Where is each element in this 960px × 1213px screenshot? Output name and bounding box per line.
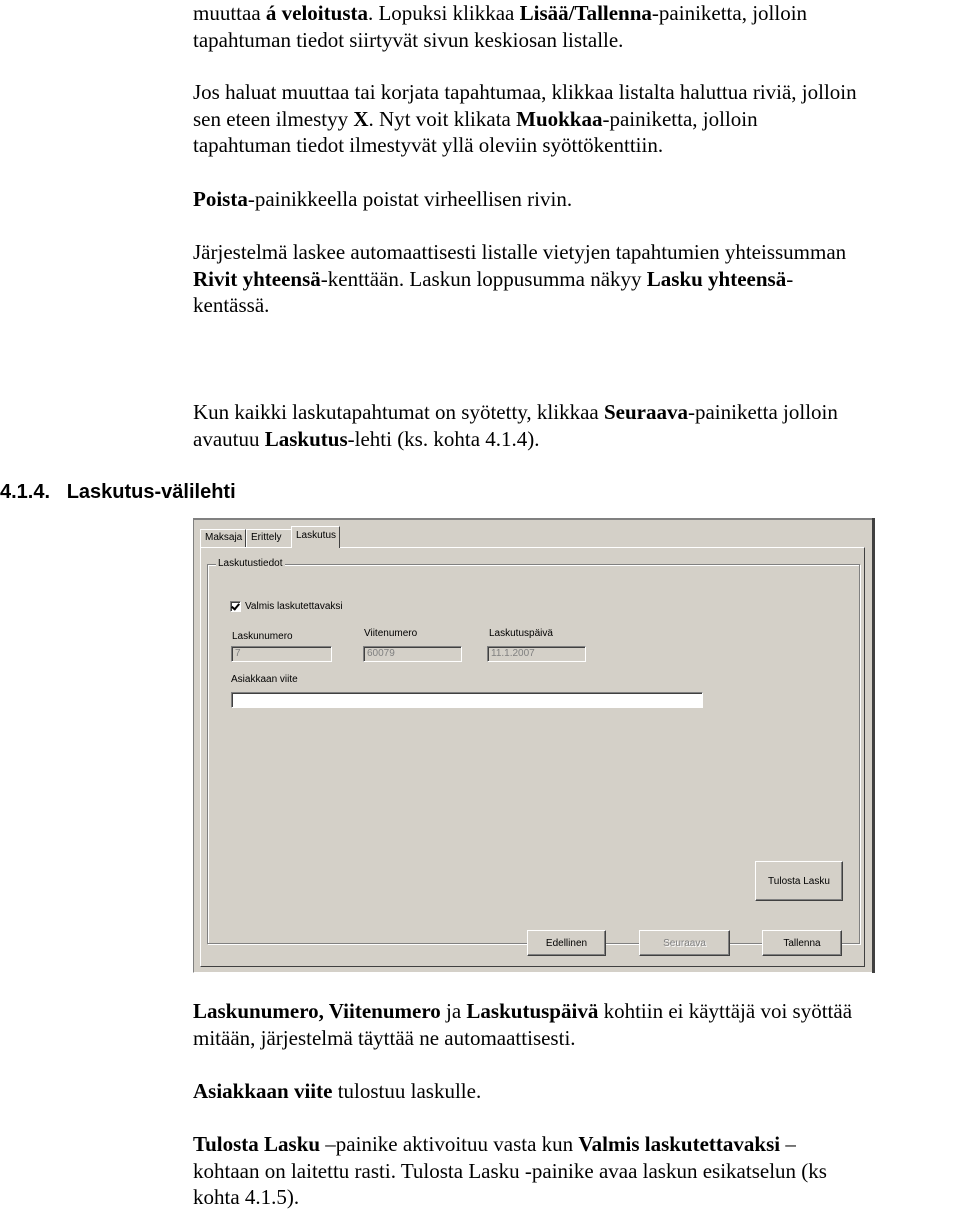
billing-info-group [207,558,860,944]
customer-ref-note: Asiakkaan viite tulostuu laskulle. [193,1079,482,1103]
ready-checkbox[interactable] [230,601,241,612]
next-paragraph: Kun kaikki laskutapahtumat on syötetty, klikkaa Seuraava-painiketta jolloin avautuu Laskutus-lehti (ks. kohta 4.1.4). [193,400,838,451]
reference-field: 60079 [363,646,462,662]
previous-button[interactable]: Edellinen [527,930,606,956]
tab-maksaja[interactable]: Maksaja [200,529,246,547]
readonly-fields-note: Laskunumero, Viitenumero ja Laskutuspäivä kohtiin ei käyttäjä voi syöttää mitään, järjestelmä täyttää ne automaattisesti. [193,999,853,1050]
invoice-number-label: Laskunumero [232,631,293,642]
totals-paragraph: Järjestelmä laskee automaattisesti listalle vietyjen tapahtumien yhteissumman Rivit yhteensä-kenttään. Laskun loppusumma näkyy Lasku yhteensä- kentässä. [193,240,847,317]
edit-paragraph: Jos haluat muuttaa tai korjata tapahtumaa, klikkaa listalta haluttua riviä, jolloin sen eteen ilmestyy X. Nyt voit klikata Muokkaa-painiketta, jolloin tapahtuman tiedot ilmestyvät yllä oleviin syöttökenttiin. [193,80,857,157]
reference-label: Viitenumero [364,628,418,639]
save-button[interactable]: Tallenna [762,930,842,956]
section-heading: 4.1.4. Laskutus-välilehti [0,481,236,503]
customer-ref-input[interactable] [231,692,703,708]
intro-paragraph: muuttaa á veloitusta. Lopuksi klikkaa Lisää/Tallenna-painiketta, jolloin tapahtuman tiedot siirtyvät sivun keskiosan listalle. [193,1,808,52]
invoice-number-field: 7 [231,646,332,662]
delete-paragraph: Poista-painikkeella poistat virheellisen rivin. [193,187,573,211]
print-button-note: Tulosta Lasku –painike aktivoituu vasta kun Valmis laskutettavaksi – kohtaan on laitettu rasti. Tulosta Lasku -painike avaa laskun esikatselun (ks kohta 4.1.5). [193,1132,827,1209]
tab-laskutus[interactable]: Laskutus [291,526,340,548]
ready-checkbox-label: Valmis laskutettavaksi [245,601,343,612]
tab-erittely[interactable]: Erittely [246,529,292,547]
next-button[interactable]: Seuraava [639,930,730,956]
group-title: Laskutustiedot [218,558,283,569]
tab-panel [200,547,865,967]
invoice-date-label: Laskutuspäivä [489,628,553,639]
customer-ref-label: Asiakkaan viite [231,674,298,685]
dialog-edge-shadow [872,518,875,973]
invoice-date-field: 11.1.2007 [487,646,586,662]
billing-dialog [193,518,875,973]
print-invoice-button[interactable]: Tulosta Lasku [755,861,843,901]
